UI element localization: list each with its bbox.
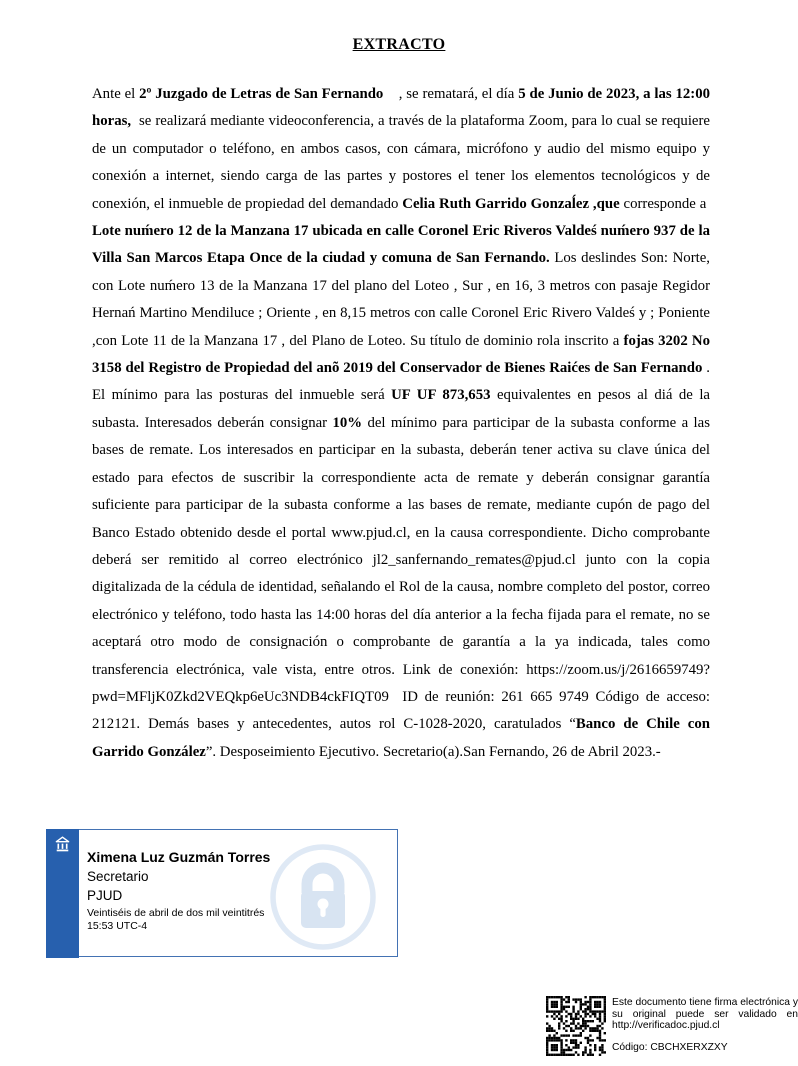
signer-role: Secretario [87, 869, 149, 884]
document-paragraph: Ante el 2º Juzgado de Letras de San Fernando , se rematará, el día 5 de Junio de 2023, a las 12:00 horas, se realizará mediante videoconferencia, a través de la plataforma Zoom, para lo cual se requiere de un computador o teléfono, en ambos casos, con cámara, micrófono y audio del mismo equipo y conexión a internet, siendo carga de las partes y postores el tener los elementos tecnológicos y de conexión, el inmueble de propiedad del demandado Celia Ruth Garrido Gonzaĺez ,que corresponde a Lote nuḿero 12 de la Manzana 17 ubicada en calle Coronel Eric Riveros Valdeś nuḿero 937 de la Villa San Marcos Etapa Once de la ciudad y comuna de San Fernando. Los deslindes Son: Norte, con Lote nuḿero 13 de la Manzana 17 del plano del Loteo , Sur , en 16, 3 metros con pasaje Regidor Hernań Martino Mendiluce ; Oriente , en 8,15 metros con calle Coronel Eric Rivero Valdeś y ; Poniente ,con Lote 11 de la Manzana 17 , del Plano de Loteo. Su título de dominio rola inscrito a fojas 3202 No 3158 del Registro de Propiedad del anõ 2019 del Conservador de Bienes Raićes de San Fernando . El mínimo para las posturas del inmueble será UF UF 873,653 equivalentes en pesos al diá de la subasta. Interesados deberán consignar 10% del mínimo para participar de la subasta conforme a las bases de remate. Los interesados en participar en la subasta, deberán tener activa su clave única del estado para efectos de suscribir la correspondiente acta de remate y deberán consignar garantía suficiente para participar de la subasta conforme a las bases de remate, mediante cupón de pago del Banco Estado obtenido desde el portal www.pjud.cl, en la causa correspondiente. Dicho comprobante deberá ser remitido al correo electrónico jl2_sanfernando_remates@pjud.cl junto con la copia digitalizada de la cédula de identidad, señalando el Rol de la causa, nombre completo del postor, correo electrónico y teléfono, todo hasta las 14:00 horas del día anterior a la fecha fijada para el remate, no se aceptará otro modo de consignación o comprobante de garantía a la ya indicada, tales como transferencia electrónica, vale vista, entre otros. Link de conexión: https://zoom.us/j/2616659749?pwd=MFljK0Zkd2VEQkp6eUc3NDB4ckFIQT09 ID de reunión: 261 665 9749 Código de acceso: 212121. Demás bases y antecedentes, autos rol C-1028-2020, caratulados “Banco de Chile con Garrido González”. Desposeimiento Ejecutivo. Secretario(a).San Fernando, 26 de Abril 2023.- [92, 86, 711, 760]
courthouse-icon [52, 834, 73, 855]
signature-accent-bar [46, 829, 79, 958]
document-title: EXTRACTO [352, 36, 446, 53]
signature-content [87, 847, 270, 933]
signer-institution: PJUD [87, 888, 123, 903]
verification-code-value: CBCHXERXZXY [650, 1042, 728, 1053]
signer-name: Ximena Luz Guzmán Torres [87, 849, 271, 865]
lock-icon [267, 841, 379, 953]
verification-note: Este documento tiene firma electrónica y su original puede ser validado en http://verificadoc.pjud.cl [612, 997, 798, 1032]
signature-block [46, 829, 398, 957]
signature-date: Veintiséis de abril de dos mil veintitrés [87, 907, 265, 919]
qr-code [546, 996, 606, 1056]
verification-code-label: Código: [612, 1042, 648, 1053]
verification-code [612, 1042, 728, 1053]
signature-time: 15:53 UTC-4 [87, 920, 148, 932]
